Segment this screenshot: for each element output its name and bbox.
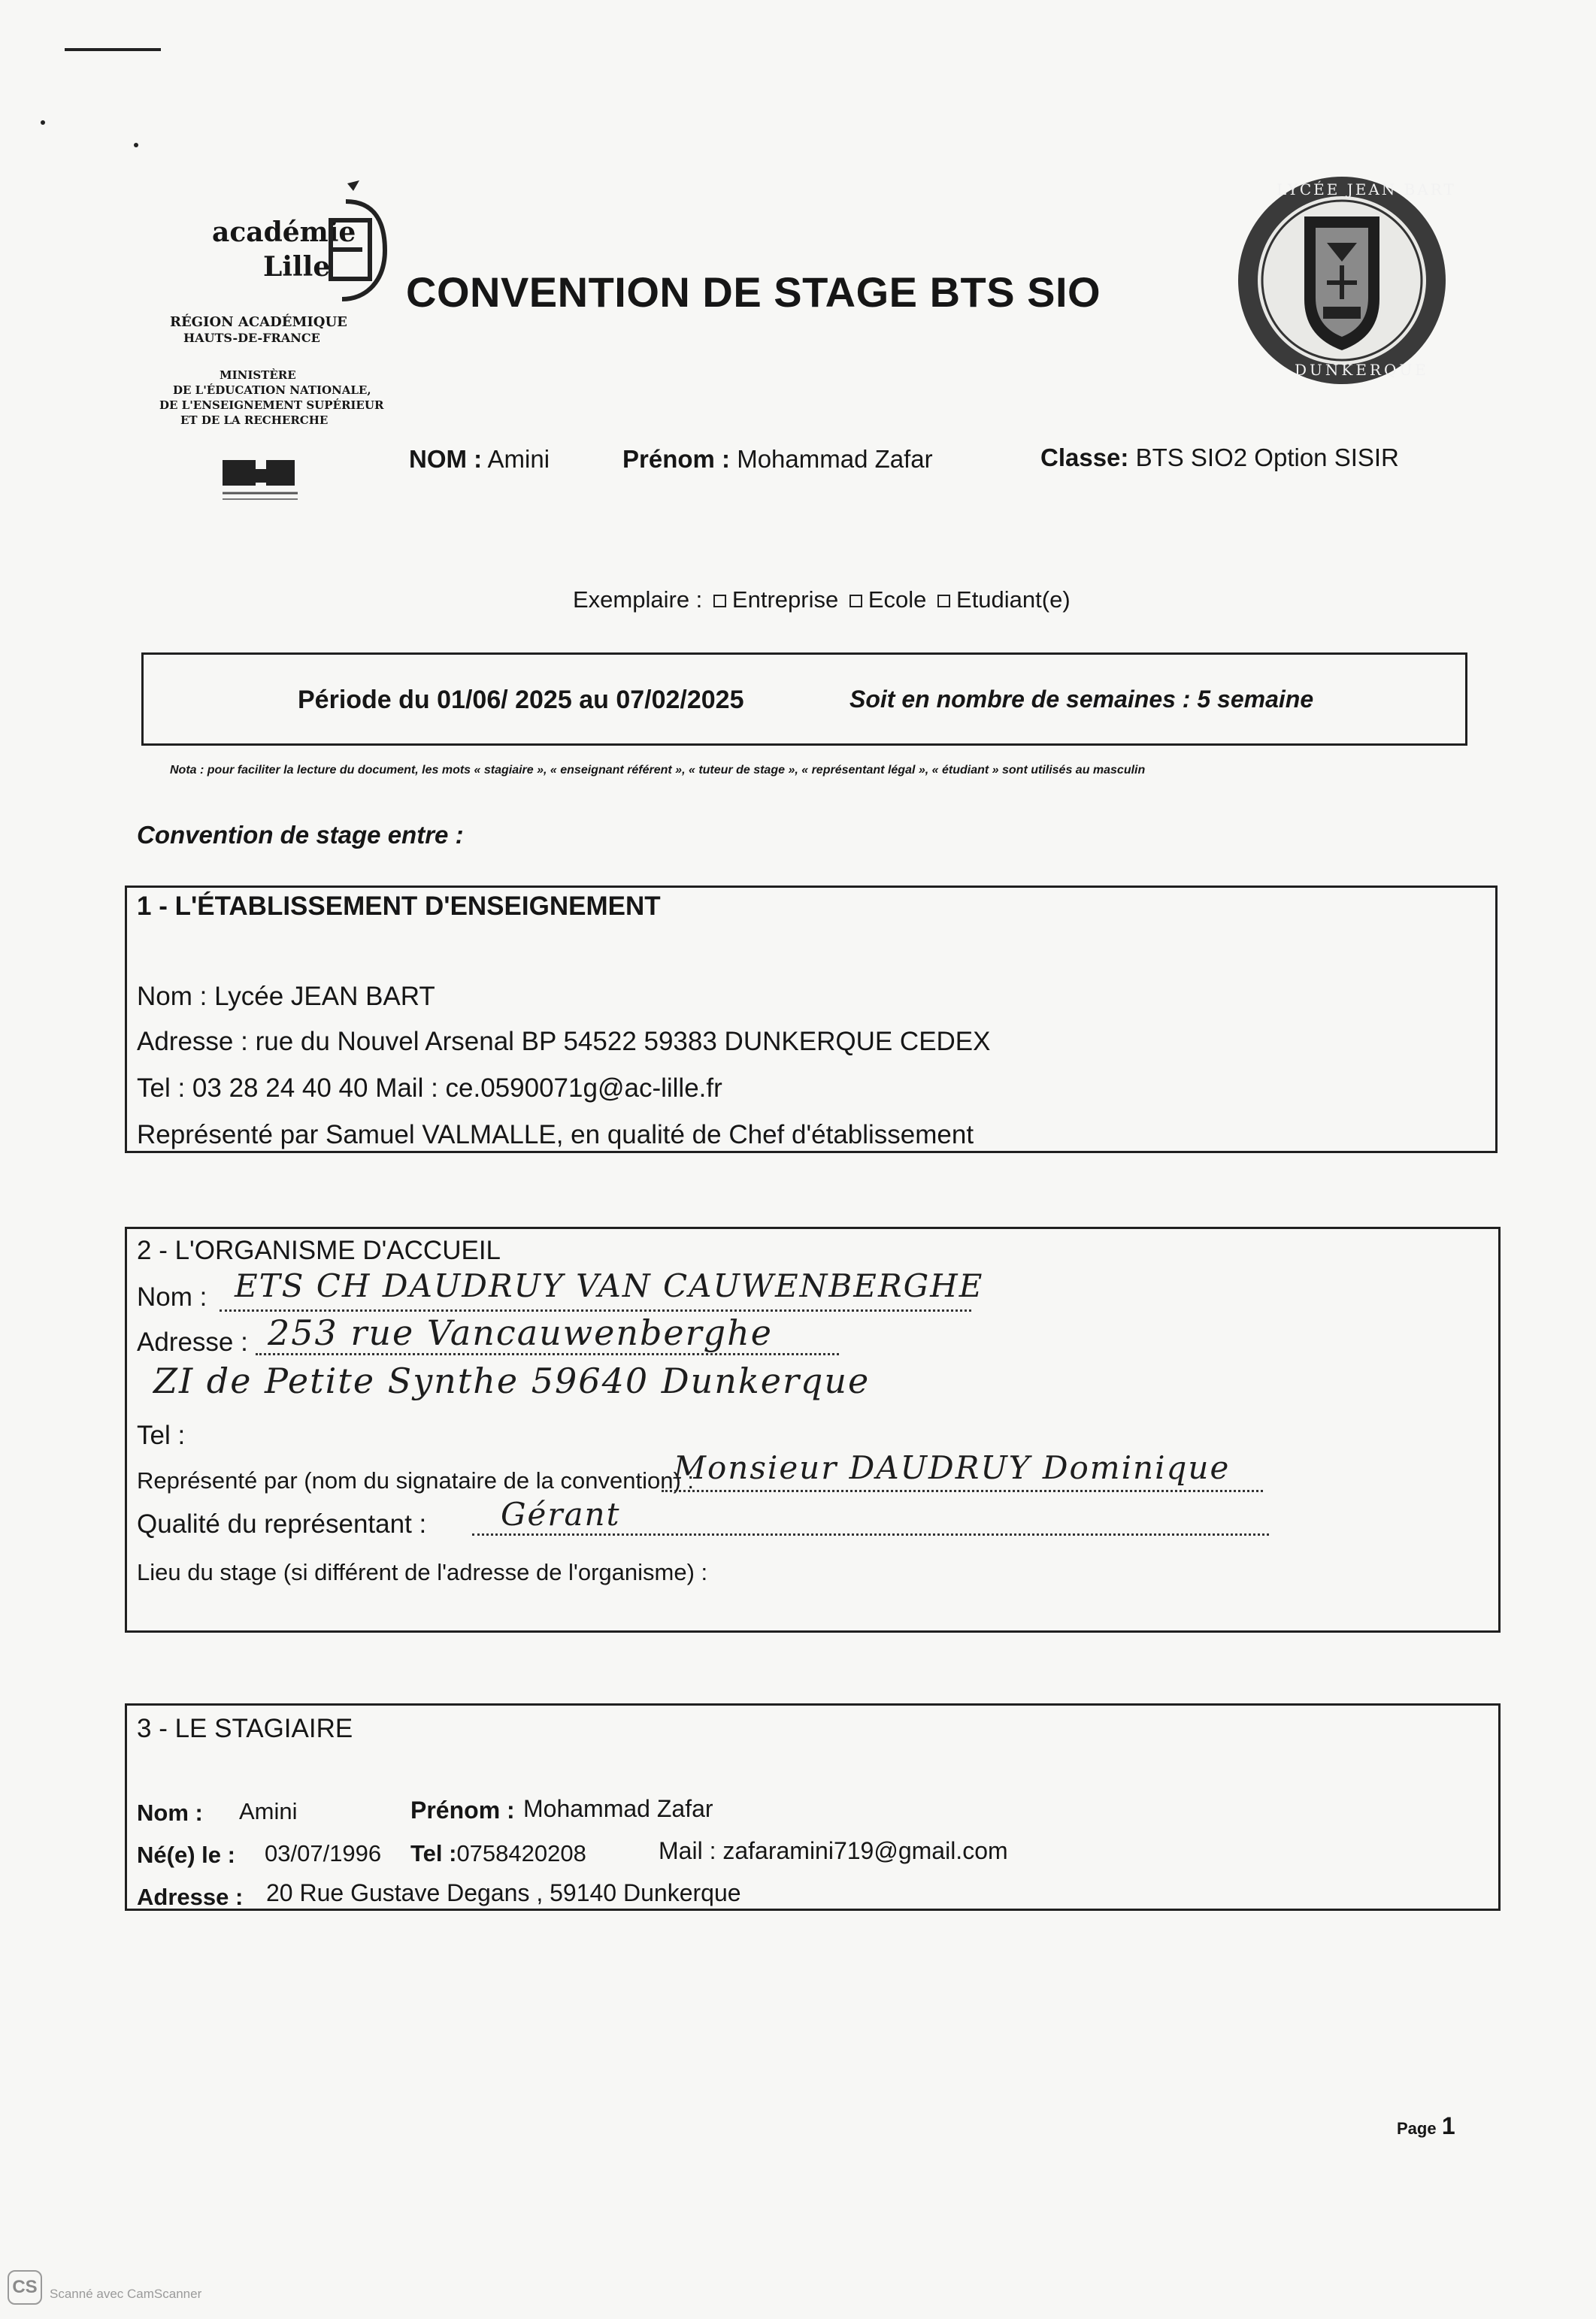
lille-word: Lille [263,251,331,283]
marianne-icon [223,456,305,504]
org-adresse-value2: ZI de Petite Synthe 59640 Dunkerque [153,1361,871,1401]
checkbox-etudiant[interactable] [937,595,950,607]
seal-text-top: LYCÉE JEAN BART [1276,180,1456,198]
section3-title: 3 - LE STAGIAIRE [137,1714,353,1743]
etab-nom: Nom : Lycée JEAN BART [137,982,435,1011]
option-etudiant: Etudiant(e) [956,586,1071,613]
e-emblem-icon [301,179,391,307]
stag-ne-label: Né(e) le : [137,1842,235,1868]
classe-header [1040,444,1399,472]
stag-mail-label: Mail : [659,1837,716,1864]
stag-ne-value: 03/07/1996 [265,1840,382,1866]
option-ecole: Ecole [868,586,927,613]
org-nom-label: Nom : [137,1282,207,1312]
etab-represente: Représenté par Samuel VALMALLE, en qualité de Chef d'établissement [137,1120,974,1149]
stag-adresse-value: 20 Rue Gustave Degans , 59140 Dunkerque [266,1879,741,1906]
page-label: Page [1397,2119,1437,2138]
section1-title: 1 - L'ÉTABLISSEMENT D'ENSEIGNEMENT [137,892,661,921]
option-entreprise: Entreprise [731,586,839,613]
convention-entre: Convention de stage entre : [137,821,464,849]
checkbox-entreprise[interactable] [713,595,726,607]
org-adresse-line [256,1353,839,1355]
nom-label: NOM : [409,445,483,473]
org-adresse-value1: 253 rue Vancauwenberghe [268,1312,773,1353]
stag-mail-value: zafaramini719@gmail.com [722,1837,1008,1864]
periode-text: Période du 01/06/ 2025 au 07/02/2025 [298,686,744,714]
org-qualite-line [472,1533,1269,1536]
scan-mark [65,48,161,51]
org-nom-line [220,1309,971,1312]
scan-dot [134,143,138,147]
seal-emblem-icon [1233,171,1451,389]
org-qualite-value: Gérant [501,1496,621,1533]
prenom-header [622,445,933,474]
stag-tel [410,1840,586,1867]
stag-tel-value: 0758420208 [456,1840,586,1866]
org-nom-value: ETS CH DAUDRUY VAN CAUWENBERGHE [235,1267,984,1304]
ministere-line: DE L'ENSEIGNEMENT SUPÉRIEUR [159,398,384,412]
org-represente-label: Représenté par (nom du signataire de la convention) : [137,1467,694,1494]
ministere-line: DE L'ÉDUCATION NATIONALE, [173,383,371,397]
section2-title: 2 - L'ORGANISME D'ACCUEIL [137,1236,501,1265]
seal-text-bottom: DUNKERQUE [1295,361,1429,379]
nota-note: Nota : pour faciliter la lecture du document, les mots « stagiaire », « enseignant référent », « tuteur de stage », « représentant légal », « étudiant » sont utilisés au masculin [170,764,1146,777]
exemplaire-label: Exemplaire : [573,586,703,613]
classe-value: BTS SIO2 Option SISIR [1135,444,1399,471]
org-tel-label: Tel : [137,1421,186,1450]
org-represente-line [662,1490,1263,1492]
page-title: CONVENTION DE STAGE BTS SIO [406,268,1101,316]
camscanner-text: Scanné avec CamScanner [50,2287,202,2301]
region-line: HAUTS-DE-FRANCE [183,331,320,345]
classe-label: Classe: [1040,444,1129,471]
org-lieu-label: Lieu du stage (si différent de l'adresse de l'organisme) : [137,1559,708,1585]
ministere-line: MINISTÈRE [220,368,296,382]
nom-header [409,445,550,474]
stag-adresse-label: Adresse : [137,1884,244,1910]
page-number [1397,2112,1455,2140]
stag-prenom-value: Mohammad Zafar [523,1795,713,1822]
academie-word: académie [212,216,356,248]
periode-semaines: Soit en nombre de semaines : 5 semaine [849,686,1314,713]
section-etablissement [125,886,1498,1153]
stag-prenom-label: Prénom : [410,1797,515,1824]
stag-tel-label: Tel : [410,1840,457,1866]
scan-dot [41,120,45,125]
page-value: 1 [1441,2112,1455,2139]
stag-nom-value: Amini [239,1798,298,1824]
prenom-value: Mohammad Zafar [737,445,933,473]
lycee-seal [1233,171,1456,389]
prenom-label: Prénom : [622,445,731,473]
nom-value: Amini [487,445,550,473]
checkbox-ecole[interactable] [849,595,862,607]
camscanner-badge [8,2270,42,2305]
etab-tel-mail: Tel : 03 28 24 40 40 Mail : ce.0590071g@ac-lille.fr [137,1073,722,1103]
camscanner-icon: CS [12,2277,38,2297]
org-qualite-label: Qualité du représentant : [137,1509,427,1539]
exemplaire-row [573,586,1071,613]
academie-logo [159,179,398,510]
region-line: RÉGION ACADÉMIQUE [170,314,347,330]
org-adresse-label: Adresse : [137,1328,248,1357]
stag-mail [659,1837,1008,1865]
stag-nom-label: Nom : [137,1800,203,1826]
org-represente-value: Monsieur DAUDRUY Dominique [674,1449,1231,1486]
etab-adresse: Adresse : rue du Nouvel Arsenal BP 54522 59383 DUNKERQUE CEDEX [137,1027,991,1056]
ministere-line: ET DE LA RECHERCHE [180,413,329,427]
